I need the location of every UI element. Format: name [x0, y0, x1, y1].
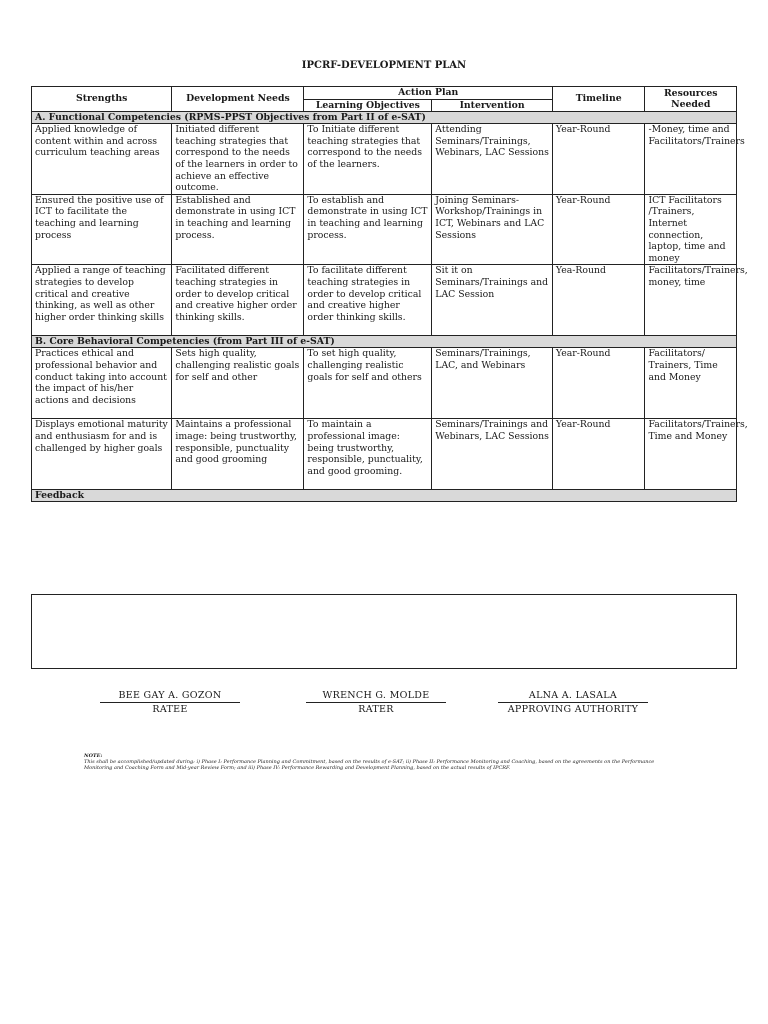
cell-development-needs: Sets high quality, challenging realistic goals for self and other — [172, 348, 304, 419]
table-row — [32, 124, 737, 195]
table-row — [32, 265, 737, 336]
section-label-behavioral: B. Core Behavioral Competencies (from Part III of e-SAT) — [32, 336, 737, 348]
header-timeline: Timeline — [552, 87, 645, 112]
feedback-label: Feedback — [32, 490, 737, 502]
note-text: This shall be accomplished/updated during: i) Phase I: Performance Planning and Commitment, based on the results of e-SAT; ii) Phase II: Performance Monitoring and Coaching, based on the agreements on the Performance Monitoring and Coaching Form and Mid-year Review Form; and iii) Phase IV: Performance Rewarding and Development Planning, based on the actual results of IPCRF. — [84, 759, 655, 771]
signature-name: ALNA A. LASALA — [498, 690, 648, 703]
cell-strengths: Applied knowledge of content within and across curriculum teaching areas — [32, 124, 172, 195]
header-learning-objectives: Learning Objectives — [304, 99, 432, 112]
cell-learning-objectives: To set high quality, challenging realistic goals for self and others — [304, 348, 432, 419]
cell-development-needs: Maintains a professional image: being trustworthy, responsible, punctuality and good grooming — [172, 419, 304, 490]
cell-timeline: Year-Round — [552, 124, 645, 195]
header-action-plan: Action Plan — [304, 87, 553, 100]
cell-strengths: Applied a range of teaching strategies to develop critical and creative thinking, as well as other higher order thinking skills — [32, 265, 172, 336]
cell-timeline: Year-Round — [552, 419, 645, 490]
signature-role: APPROVING AUTHORITY — [507, 704, 639, 715]
cell-learning-objectives: To maintain a professional image: being trustworthy, responsible, punctuality, and good grooming. — [304, 419, 432, 490]
signature-rater — [306, 690, 446, 715]
cell-resources: Facilitators/Trainers, Time and Money — [645, 419, 737, 490]
cell-learning-objectives: To facilitate different teaching strategies in order to develop critical and creative higher order thinking skills. — [304, 265, 432, 336]
cell-resources: -Money, time and Facilitators/Trainers — [645, 124, 737, 195]
development-plan-table — [31, 86, 748, 502]
cell-development-needs: Initiated different teaching strategies that correspond to the needs of the learners in order to achieve an effective outcome. — [172, 124, 304, 195]
cell-strengths: Displays emotional maturity and enthusiasm for and is challenged by higher goals — [32, 419, 172, 490]
cell-timeline: Year-Round — [552, 194, 645, 265]
cell-development-needs: Established and demonstrate in using ICT in teaching and learning process. — [172, 194, 304, 265]
header-strengths: Strengths — [32, 87, 172, 112]
header-development-needs: Development Needs — [172, 87, 304, 112]
cell-intervention: Attending Seminars/Trainings, Webinars, LAC Sessions — [432, 124, 553, 195]
table-row — [32, 194, 737, 265]
feedback-box — [31, 594, 737, 669]
signature-name: BEE GAY A. GOZON — [100, 690, 240, 703]
cell-learning-objectives: To Initiate different teaching strategies that correspond to the needs of the learners. — [304, 124, 432, 195]
cell-intervention: Seminars/Trainings, LAC, and Webinars — [432, 348, 553, 419]
cell-resources: ICT Facilitators /Trainers, Internet connection, laptop, time and money — [645, 194, 737, 265]
table-row — [32, 348, 737, 419]
header-intervention: Intervention — [432, 99, 553, 112]
cell-intervention: Sit it on Seminars/Trainings and LAC Session — [432, 265, 553, 336]
cell-strengths: Ensured the positive use of ICT to facilitate the teaching and learning process — [32, 194, 172, 265]
cell-learning-objectives: To establish and demonstrate in using ICT in teaching and learning process. — [304, 194, 432, 265]
section-label-functional: A. Functional Competencies (RPMS-PPST Objectives from Part II of e-SAT) — [32, 112, 737, 124]
note — [84, 753, 684, 771]
signature-role: RATER — [358, 704, 394, 715]
table-row — [32, 419, 737, 490]
signature-approving-authority — [498, 690, 648, 715]
document-title: IPCRF-DEVELOPMENT PLAN — [301, 60, 467, 71]
cell-development-needs: Facilitated different teaching strategies in order to develop critical and creative higher order thinking skills. — [172, 265, 304, 336]
signature-ratee — [100, 690, 240, 715]
header-resources-needed: Resources Needed — [645, 87, 737, 112]
signature-role: RATEE — [152, 704, 188, 715]
cell-resources: Facilitators/ Trainers, Time and Money — [645, 348, 737, 419]
cell-strengths: Practices ethical and professional behavior and conduct taking into account the impact of his/her actions and decisions — [32, 348, 172, 419]
note-label: NOTE: — [84, 753, 103, 759]
signature-name: WRENCH G. MOLDE — [306, 690, 446, 703]
cell-timeline: Year-Round — [552, 348, 645, 419]
cell-resources: Facilitators/Trainers, money, time — [645, 265, 737, 336]
cell-timeline: Yea-Round — [552, 265, 645, 336]
cell-intervention: Joining Seminars-Workshop/Trainings in ICT, Webinars and LAC Sessions — [432, 194, 553, 265]
cell-intervention: Seminars/Trainings and Webinars, LAC Sessions — [432, 419, 553, 490]
